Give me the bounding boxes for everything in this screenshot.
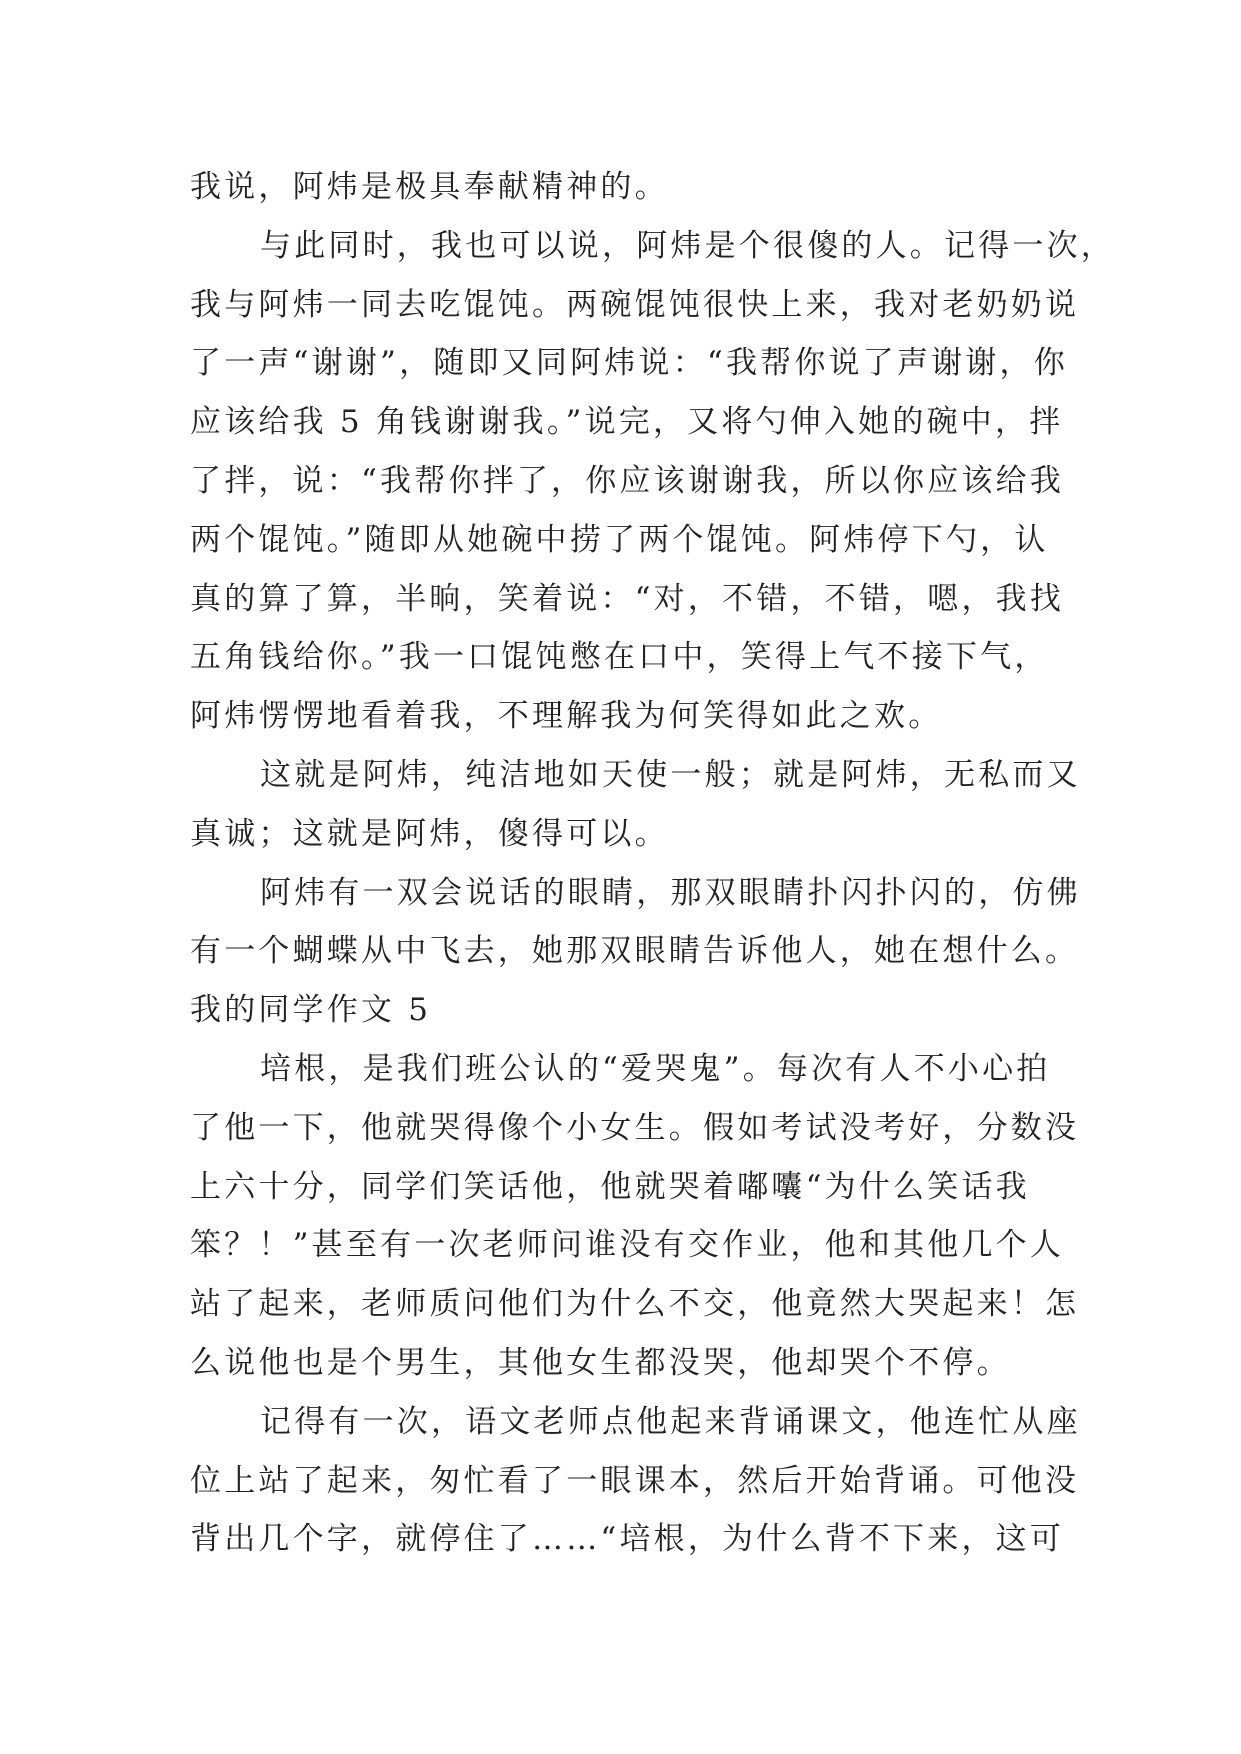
text-line: 我说，阿炜是极具奉献精神的。 — [190, 169, 669, 205]
paragraph-start-line: 记得有一次，语文老师点他起来背诵课文，他连忙从座 — [260, 1403, 1081, 1440]
text-line: 应该给我 5 角钱谢谢我。”说完，又将勺伸入她的碗中，拌 — [190, 404, 1064, 441]
paragraph-start-line: 培根，是我们班公认的“爱哭鬼”。每次有人不小心拍 — [260, 1050, 1051, 1087]
text-line: 真的算了算，半晌，笑着说：“对，不错，不错，嗯，我找 — [190, 580, 1065, 617]
text-line: 么说他也是个男生，其他女生都没哭，他却哭个不停。 — [190, 1344, 1011, 1381]
text-line: 位上站了起来，匆忙看了一眼课本，然后开始背诵。可他没 — [190, 1462, 1080, 1499]
text-line: 站了起来，老师质问他们为什么不交，他竟然大哭起来！怎 — [190, 1286, 1080, 1323]
text-line: 有一个蝴蝶从中飞去，她那双眼睛告诉他人，她在想什么。 — [190, 933, 1080, 970]
text-line: 上六十分，同学们笑话他，他就哭着嘟囔“为什么笑话我 — [190, 1168, 1030, 1205]
paragraph-start-line: 与此同时，我也可以说，阿炜是个很傻的人。记得一次， — [260, 227, 1115, 264]
document-body — [190, 158, 1115, 1569]
paragraph-start-line: 阿炜有一双会说话的眼睛，那双眼睛扑闪扑闪的，仿佛 — [260, 874, 1081, 911]
section-heading: 我的同学作文 5 — [190, 992, 432, 1029]
paragraph-start-line: 这就是阿炜，纯洁地如天使一般；就是阿炜，无私而又 — [260, 756, 1081, 793]
text-line: 五角钱给你。”我一口馄饨憋在口中，笑得上气不接下气， — [190, 639, 1049, 676]
text-line: 了拌，说：“我帮你拌了，你应该谢谢我，所以你应该给我 — [190, 462, 1065, 499]
text-line: 两个馄饨。”随即从她碗中捞了两个馄饨。阿炜停下勺，认 — [190, 521, 1049, 558]
text-line: 了他一下，他就哭得像个小女生。假如考试没考好，分数没 — [190, 1109, 1080, 1146]
text-line: 笨？！”甚至有一次老师问谁没有交作业，他和其他几个人 — [190, 1227, 1065, 1264]
text-line: 了一声“谢谢”，随即又同阿炜说：“我帮你说了声谢谢，你 — [190, 345, 1068, 382]
text-line: 真诚；这就是阿炜，傻得可以。 — [190, 815, 669, 852]
text-line: 背出几个字，就停住了……“培根，为什么背不下来，这可 — [190, 1521, 1065, 1558]
text-line: 我与阿炜一同去吃馄饨。两碗馄饨很快上来，我对老奶奶说 — [190, 286, 1080, 323]
text-line: 阿炜愣愣地看着我，不理解我为何笑得如此之欢。 — [190, 698, 943, 735]
